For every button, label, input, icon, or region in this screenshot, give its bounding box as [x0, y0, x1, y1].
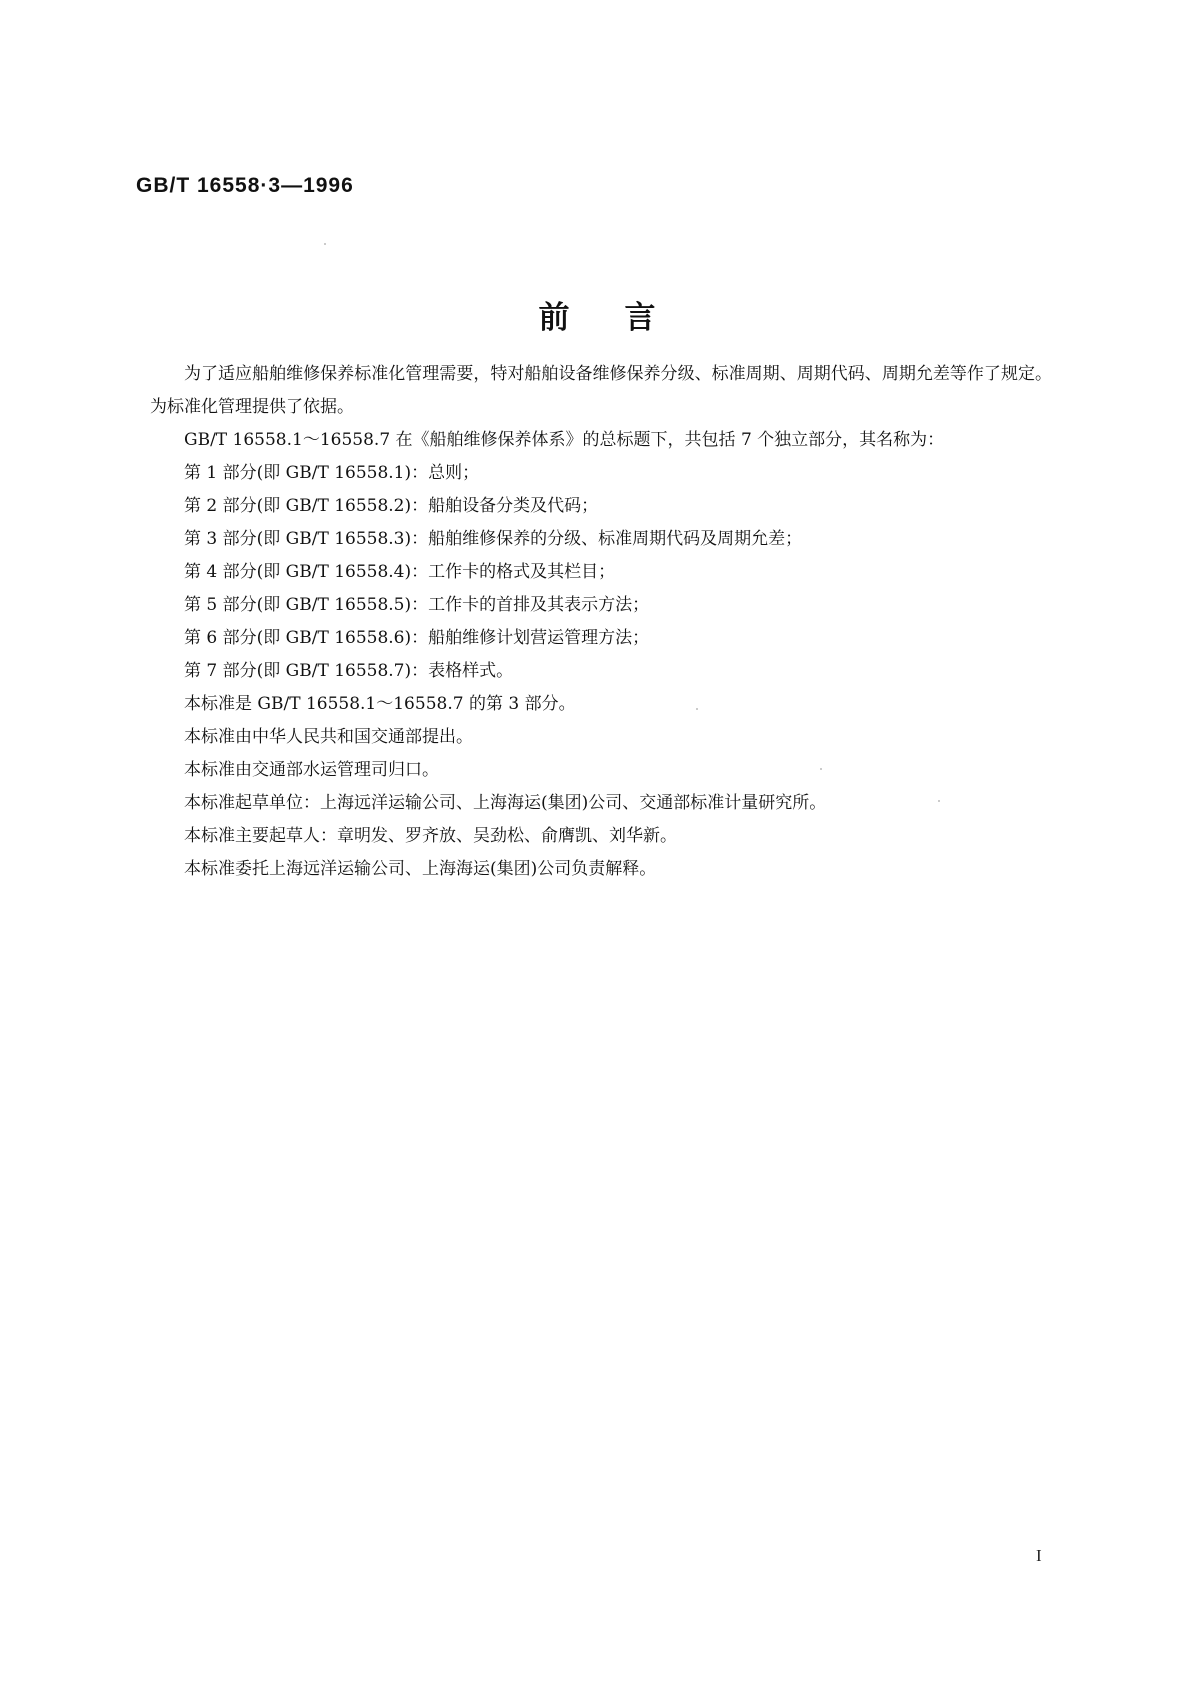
- page-title: 前言: [538, 300, 711, 336]
- scan-speck: [324, 243, 326, 245]
- part-list-item: 第 4 部分(即 GB/T 16558.4)：工作卡的格式及其栏目；: [184, 562, 616, 582]
- part-list-item: 第 2 部分(即 GB/T 16558.2)：船舶设备分类及代码；: [184, 496, 599, 516]
- part-list-item: 第 3 部分(即 GB/T 16558.3)：船舶维修保养的分级、标准周期代码及周期允差；: [184, 529, 803, 549]
- page-number: I: [1036, 1546, 1042, 1565]
- part-list-item: 第 5 部分(即 GB/T 16558.5)：工作卡的首排及其表示方法；: [184, 595, 650, 615]
- standard-code: GB/T 16558·3—1996: [136, 174, 354, 197]
- paragraph-this-part: 本标准是 GB/T 16558.1～16558.7 的第 3 部分。: [184, 694, 576, 714]
- part-list-item: 第 7 部分(即 GB/T 16558.7)：表格样式。: [184, 661, 514, 681]
- part-list-item: 第 6 部分(即 GB/T 16558.6)：船舶维修计划营运管理方法；: [184, 628, 650, 648]
- scan-speck: [820, 768, 822, 770]
- paragraph-interpretation: 本标准委托上海远洋运输公司、上海海运(集团)公司负责解释。: [184, 859, 657, 879]
- foreword-body: [150, 358, 1052, 886]
- paragraph-purpose: 为了适应船舶维修保养标准化管理需要，特对船舶设备维修保养分级、标准周期、周期代码、周期允差等作了规定。为标准化管理提供了依据。: [150, 364, 1052, 417]
- paragraph-series-overview: GB/T 16558.1～16558.7 在《船舶维修保养体系》的总标题下，共包括 7 个独立部分，其名称为：: [184, 430, 945, 450]
- part-list-item: 第 1 部分(即 GB/T 16558.1)：总则；: [184, 463, 480, 483]
- scan-speck: [696, 708, 698, 710]
- paragraph-drafting-units: 本标准起草单位：上海远洋运输公司、上海海运(集团)公司、交通部标准计量研究所。: [184, 793, 827, 813]
- scan-speck: [938, 800, 940, 802]
- paragraph-administrator: 本标准由交通部水运管理司归口。: [184, 760, 439, 780]
- paragraph-proposer: 本标准由中华人民共和国交通部提出。: [184, 727, 473, 747]
- paragraph-drafters: 本标准主要起草人：章明发、罗齐放、吴劲松、俞膺凯、刘华新。: [184, 826, 677, 846]
